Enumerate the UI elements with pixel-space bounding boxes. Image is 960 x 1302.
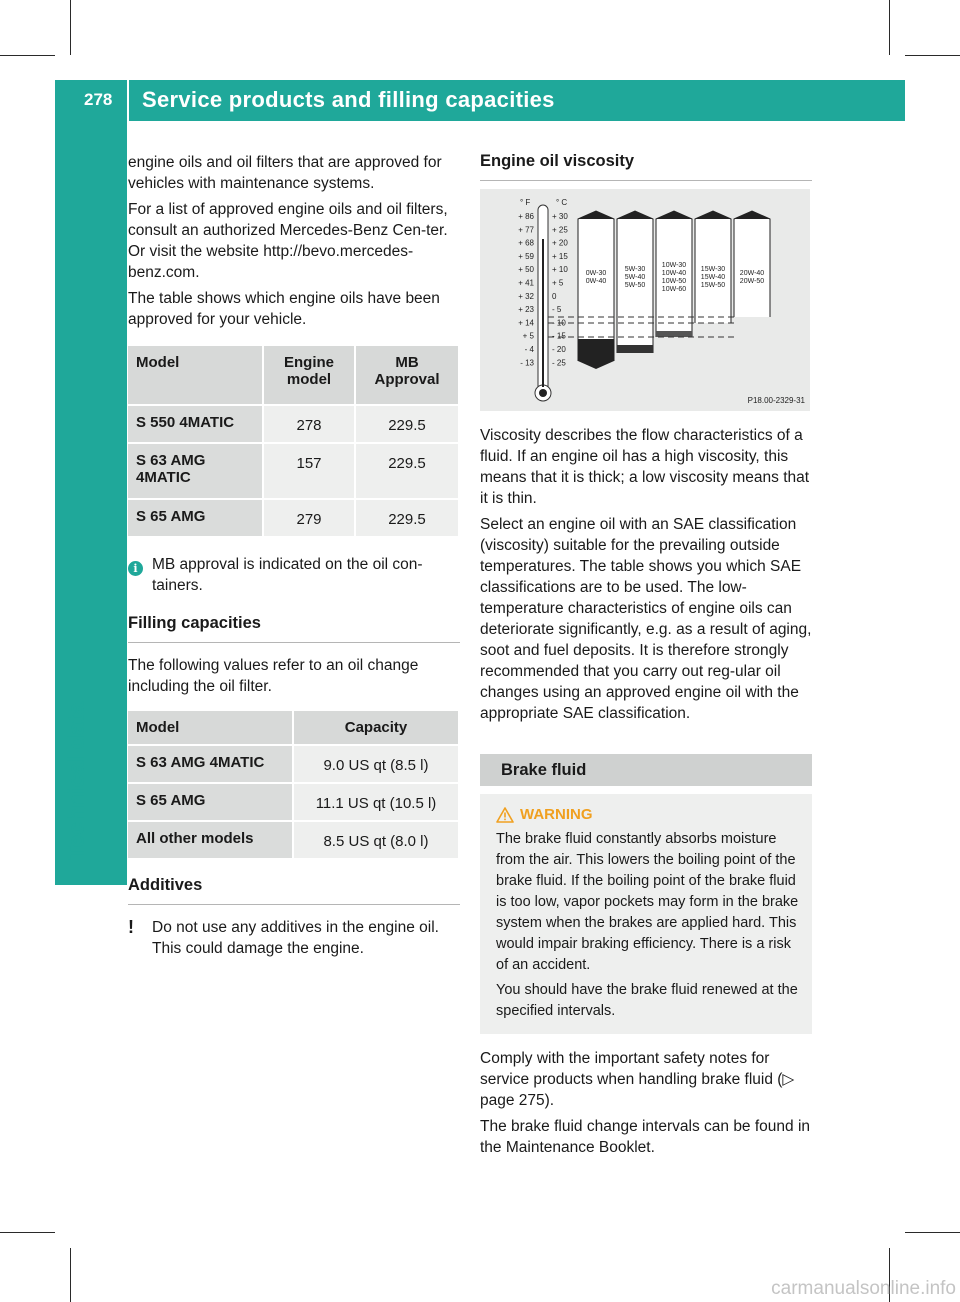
- grade-label: 10W-30 10W-40 10W-50 10W-60: [661, 262, 687, 293]
- f-tick-label: - 13: [520, 358, 534, 368]
- viscosity-paragraph: Select an engine oil with an SAE classification (viscosity) suitable for the prevailing outside temperatures. The table shows you which SAE classifications are to be used. The low-temperature characteristics of engine oils can deteriorate significantly, e.g. as a result of aging, soot and fuel deposits. It is therefore strongly recommended that you carry out reg-ular oil changes using an approved engine oil with the appropriate SAE classification.: [480, 516, 812, 722]
- left-column: [128, 152, 460, 959]
- info-note-text: MB approval is indicated on the oil con-tainers.: [152, 556, 423, 594]
- viscosity-chart-svg: [480, 189, 810, 411]
- table-row: [128, 406, 458, 442]
- c-tick-label: - 20: [552, 345, 566, 354]
- table-row: [128, 822, 458, 858]
- grade-bar-bottom: [656, 331, 692, 337]
- c-tick-label: + 15: [552, 251, 568, 261]
- additives-text: Do not use any additives in the engine oil. This could damage the engine.: [152, 919, 439, 957]
- f-tick-label: + 23: [518, 305, 534, 315]
- c-tick-label: + 5: [552, 278, 564, 288]
- crop-mark: [0, 55, 55, 56]
- table-cell: 157: [262, 444, 354, 498]
- grade-label: 0W-30 0W-40: [585, 270, 607, 285]
- grade-bar-cap: [695, 211, 731, 219]
- grade-bar-bottom: [617, 345, 653, 353]
- viscosity-paragraph: Viscosity describes the flow characteristics of a fluid. If an engine oil has a high viscosity, this means that it is thick; a low viscosity means that it is thin.: [480, 427, 810, 507]
- table-cell: 8.5 US qt (8.0 l): [292, 822, 458, 858]
- f-tick-label: + 68: [518, 238, 534, 248]
- right-column: [480, 152, 812, 1163]
- c-tick-label: - 10: [552, 318, 566, 328]
- filling-text: The following values refer to an oil change including the oil filter.: [128, 657, 419, 695]
- caution-icon: !: [128, 917, 134, 937]
- unit-f-label: ° F: [520, 198, 531, 207]
- brake-safety-text: Comply with the important safety notes for service products when handling brake fluid: [480, 1050, 773, 1088]
- table-cell: 229.5: [354, 500, 458, 536]
- page-reference-link[interactable]: (▷ page 275).: [480, 1071, 795, 1109]
- additives-heading: Additives: [128, 876, 460, 905]
- approval-table: [128, 344, 458, 538]
- table-row: [128, 500, 458, 536]
- grade-bar-cap: [656, 211, 692, 219]
- c-tick-label: + 10: [552, 265, 568, 275]
- grade-label: 20W-40 20W-50: [739, 270, 765, 285]
- f-tick-label: + 32: [518, 291, 534, 301]
- grade-bar-cap: [617, 211, 653, 219]
- table-row: [128, 784, 458, 820]
- grade-bar-cap: [578, 211, 614, 219]
- column-header: MB Approval: [354, 346, 458, 404]
- table-cell: S 63 AMG 4MATIC: [128, 444, 262, 498]
- header-divider: [127, 80, 129, 121]
- brake-fluid-heading: Brake fluid: [480, 754, 812, 786]
- table-row: [128, 444, 458, 498]
- warning-box: [480, 794, 812, 1034]
- c-tick-label: + 25: [552, 225, 568, 235]
- f-tick-label: + 86: [518, 212, 534, 221]
- crop-mark: [70, 1248, 71, 1302]
- warning-triangle-icon: [496, 807, 514, 823]
- f-tick-label: + 59: [518, 251, 534, 261]
- page-number: 278: [84, 90, 113, 109]
- f-tick-label: - 4: [524, 345, 534, 354]
- table-cell: 9.0 US qt (8.5 l): [292, 746, 458, 782]
- crop-mark: [905, 1232, 960, 1233]
- table-header-row: [128, 346, 458, 404]
- c-tick-label: + 20: [552, 238, 568, 248]
- warning-text: The brake fluid constantly absorbs moisture from the air. This lowers the boiling point of the brake fluid. If the boiling point of the brake fluid is too low, vapor pockets may form in the brake system when the brakes are applied hard. This would impair braking efficiency. There is a risk of an accident.: [496, 831, 799, 973]
- grade-label: 5W-30 5W-40 5W-50: [624, 266, 646, 289]
- f-tick-label: + 50: [518, 265, 534, 275]
- grade-bars: [548, 211, 770, 369]
- crop-mark: [889, 0, 890, 55]
- table-cell: 278: [262, 406, 354, 442]
- additives-note: [128, 917, 460, 959]
- grade-label: 15W-30 15W-40 15W-50: [700, 266, 726, 289]
- f-tick-label: + 5: [522, 331, 534, 341]
- column-header: Engine model: [262, 346, 354, 404]
- info-icon: i: [128, 554, 152, 596]
- table-cell: 229.5: [354, 444, 458, 498]
- intro-paragraph: For a list of approved engine oils and oil filters, consult an authorized Mercedes-Benz Cen-ter. Or visit the website http://bevo.mercedes-benz.com.: [128, 201, 448, 281]
- crop-mark: [70, 0, 71, 55]
- f-tick-label: + 77: [518, 225, 534, 235]
- table-cell: 11.1 US qt (10.5 l): [292, 784, 458, 820]
- unit-c-label: ° C: [556, 198, 568, 207]
- filling-capacities-heading: Filling capacities: [128, 614, 460, 643]
- info-note: [128, 554, 460, 596]
- grade-bar: [578, 211, 614, 361]
- c-tick-label: - 15: [552, 331, 566, 341]
- column-header: Model: [128, 346, 262, 404]
- column-header: Capacity: [292, 711, 458, 744]
- engine-oil-viscosity-heading: Engine oil viscosity: [480, 152, 812, 181]
- watermark: carmanualsonline.info: [771, 1278, 956, 1299]
- figure-code: P18.00-2329-31: [747, 396, 805, 405]
- grade-bar: [734, 211, 770, 317]
- column-header: Model: [128, 711, 292, 744]
- table-cell: 279: [262, 500, 354, 536]
- table-row: [128, 746, 458, 782]
- warning-title: [496, 806, 802, 823]
- c-tick-label: - 25: [552, 358, 566, 368]
- grade-bar-cap: [734, 211, 770, 219]
- table-cell: 229.5: [354, 406, 458, 442]
- viscosity-chart: [480, 189, 810, 411]
- table-cell: S 550 4MATIC: [128, 406, 262, 442]
- table-header-row: [128, 711, 458, 744]
- grade-bar-bottom: [578, 339, 614, 369]
- brake-paragraph: The brake fluid change intervals can be found in the Maintenance Booklet.: [480, 1118, 811, 1156]
- intro-paragraph: engine oils and oil filters that are approved for vehicles with maintenance systems.: [128, 154, 442, 192]
- table-cell: S 65 AMG: [128, 500, 262, 536]
- table-cell: All other models: [128, 822, 292, 858]
- c-tick-label: - 5: [552, 305, 562, 315]
- page-title: Service products and filling capacities: [142, 87, 555, 112]
- f-tick-label: + 41: [518, 278, 534, 288]
- f-tick-label: + 14: [518, 318, 534, 328]
- warning-text: You should have the brake fluid renewed at the specified intervals.: [496, 982, 798, 1019]
- crop-mark: [905, 55, 960, 56]
- crop-mark: [0, 1232, 55, 1233]
- c-tick-label: 0: [552, 291, 557, 301]
- warning-label: WARNING: [520, 806, 593, 823]
- c-tick-label: + 30: [552, 212, 568, 221]
- intro-paragraph: The table shows which engine oils have been approved for your vehicle.: [128, 290, 440, 328]
- capacity-table: [128, 709, 458, 860]
- table-cell: S 63 AMG 4MATIC: [128, 746, 292, 782]
- brake-paragraph: [480, 1048, 812, 1111]
- table-cell: S 65 AMG: [128, 784, 292, 820]
